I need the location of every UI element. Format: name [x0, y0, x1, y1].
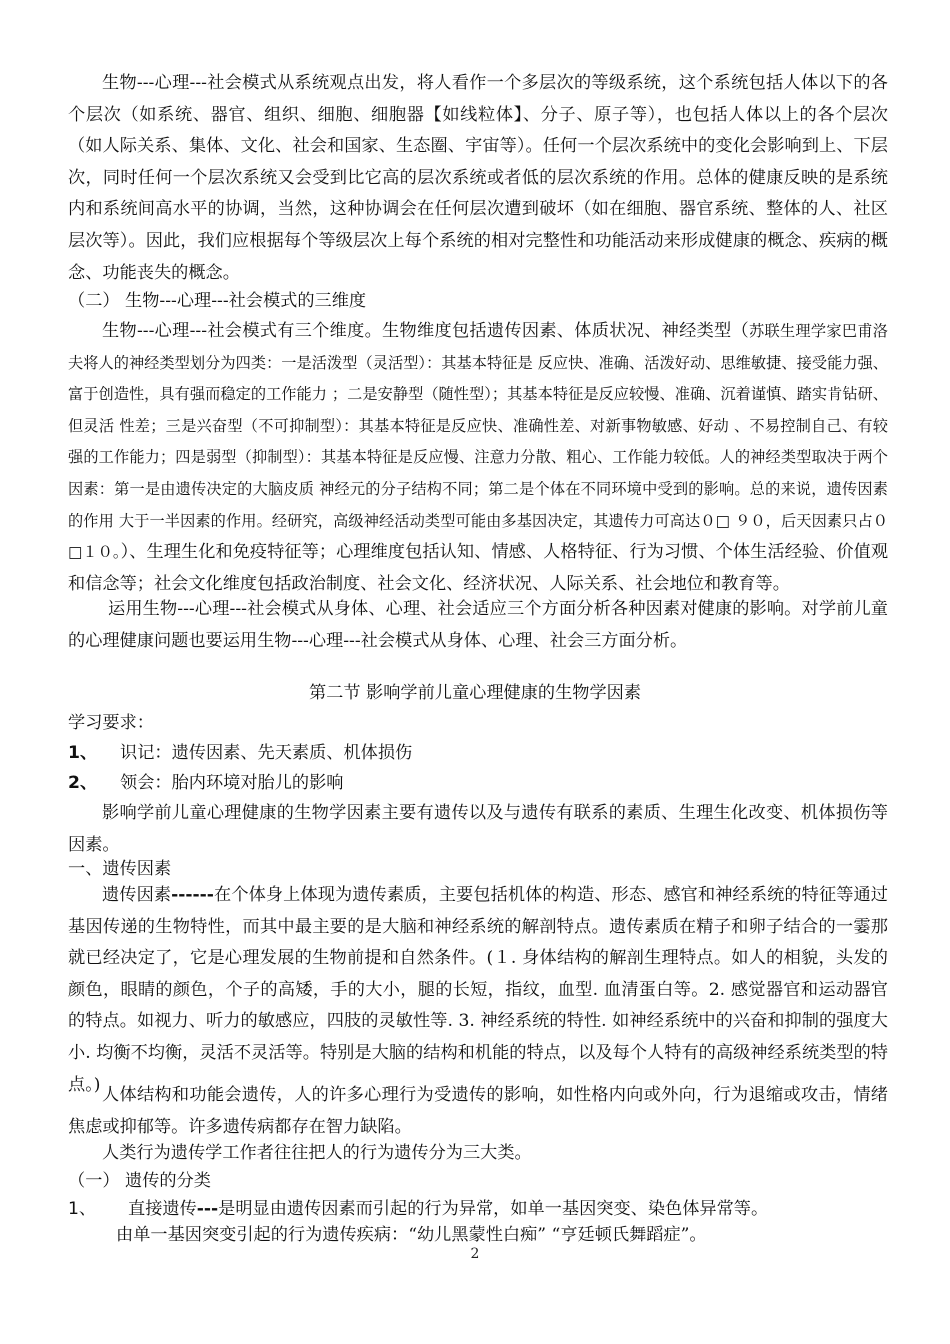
page-number: 2: [470, 1246, 480, 1262]
req2-number: 2、: [68, 773, 98, 793]
paragraph-single-gene: 由单一基因突变引起的行为遗传疾病：“幼儿黑蒙性白痴” “亨廷顿氏舞蹈症”。: [116, 1225, 707, 1245]
requirement-2: [68, 768, 343, 798]
requirement-1: [68, 738, 412, 768]
para2-pavlov-note: 苏联生理学家巴甫洛夫将人的神经类型划分为四类：一是活泼型（灵活型）：其基本特征是 反应快、准确、活泼好动、思维敏捷、接受能力强、富于创造性，具有强而稳定的工作能力 ；二是安静型（随性型）；其基本特征是反应较慢、准确、沉着谨慎、踏实肯钻研、但灵活 性差；三是兴奋型（不可抑制型）：其基本特征是反应快、准确性差、对新事物敏感、好动 、不易控制自己、有较强的工作能力；四是弱型（抑制型）：其基本特征是反应慢、注意力分散、粗心、工作能力较低。人的神经类型取决于两个因素：第一是由遗传决定的大脑皮质 神经元的分子结构不同；第二是个体在不同环境中受到的影响。总的来说，遗传因素的作用 大于一半因素的作用。经研究，高级神经活动类型可能由多基因决定，其遗传力可高达０□ ９０，后天因素只占０□１０。: [68, 322, 888, 562]
paragraph-three-dimensions: [68, 316, 888, 600]
para2-intro: 生物---心理---社会模式有三个维度。生物维度包括遗传因素、体质状况、神经类型（: [102, 321, 750, 341]
paragraph-system-view: 生物---心理---社会模式从系统观点出发，将人看作一个多层次的等级系统，这个系统包括人体以下的各个层次（如系统、器官、组织、细胞、细胞器【如线粒体】、分子、原子等），也包括人体以上的各个层次（如人际关系、集体、文化、社会和国家、生态圈、宇宙等）。任何一个层次系统中的变化会影响到上、下层次，同时任何一个层次系统又会受到比它高的层次系统或者低的层次系统的作用。总体的健康反映的是系统内和系统间高水平的协调，当然，这种协调会在任何层次遭到破坏（如在细胞、器官系统、整体的人、社区层次等）。因此，我们应根据每个等级层次上每个系统的相对完整性和功能活动来形成健康的概念、疾病的概念、功能丧失的概念。: [68, 73, 888, 283]
item1-number: 1、: [68, 1199, 97, 1219]
heading-three-dimensions: （二） 生物---心理---社会模式的三维度: [68, 291, 367, 311]
heading-classification: （一） 遗传的分类: [68, 1171, 211, 1191]
study-requirements-label: 学习要求：: [68, 713, 154, 733]
paragraph-heredity: [68, 880, 888, 1101]
req1-text: 识记：遗传因素、先天素质、机体损伤: [120, 743, 413, 763]
para5-body: 在个体身上体现为遗传素质，主要包括机体的构造、形态、感官和神经系统的特征等通过基因传递的生物特性，而其中最主要的是大脑和神经系统的解剖特点。遗传素质在精子和卵子结合的一霎那就已经决定了，它是心理发展的生物前提和自然条件。(１. 身体结构的解剖生理特点。如人的相貌，头发的颜色，眼睛的颜色，个子的高矮，手的大小，腿的长短，指纹，血型. 血清蛋白等。2. 感觉器官和运动器官的特点。如视力、听力的敏感应，四肢的灵敏性等. 3. 神经系统的特性. 如神经系统中的兴奋和抑制的强度大小. 均衡不均衡，灵活不灵活等。特别是大脑的结构和机能的特点，以及每个人特有的高级神经系统类型的特点。): [68, 885, 888, 1095]
section-title: 第二节 影响学前儿童心理健康的生物学因素: [308, 683, 642, 703]
heading-heredity: 一、遗传因素: [68, 859, 172, 879]
para5-dash: ------: [171, 885, 214, 905]
req2-text: 领会：胎内环境对胎儿的影响: [120, 773, 344, 793]
paragraph-bio-factors: 影响学前儿童心理健康的生物学因素主要有遗传以及与遗传有联系的素质、生理生化改变、机体损伤等因素。: [68, 803, 888, 855]
para2-rest: ）、生理生化和免疫特征等；心理维度包括认知、情感、人格特征、行为习惯、个体生活经验、价值观和信念等；社会文化维度包括政治制度、社会文化、经济状况、人际关系、社会地位和教育等。: [68, 542, 889, 594]
item1-dash: ---: [196, 1199, 219, 1219]
req1-number: 1、: [68, 743, 98, 763]
para5-term: 遗传因素: [102, 885, 172, 905]
item1-body: 是明显由遗传因素而引起的行为异常，如单一基因突变、染色体异常等。: [218, 1199, 769, 1219]
paragraph-apply-model: 运用生物---心理---社会模式从身体、心理、社会适应三个方面分析各种因素对健康的影响。对学前儿童的心理健康问题也要运用生物---心理---社会模式从身体、心理、社会三方面分析。: [68, 599, 888, 651]
item1-term: 直接遗传: [128, 1199, 197, 1219]
paragraph-three-types: 人类行为遗传学工作者往往把人的行为遗传分为三大类。: [102, 1143, 532, 1163]
paragraph-structure-heredity: 人体结构和功能会遗传，人的许多心理行为受遗传的影响，如性格内向或外向，行为退缩或攻击，情绪焦虑或抑郁等。许多遗传病都存在智力缺陷。: [68, 1085, 888, 1137]
